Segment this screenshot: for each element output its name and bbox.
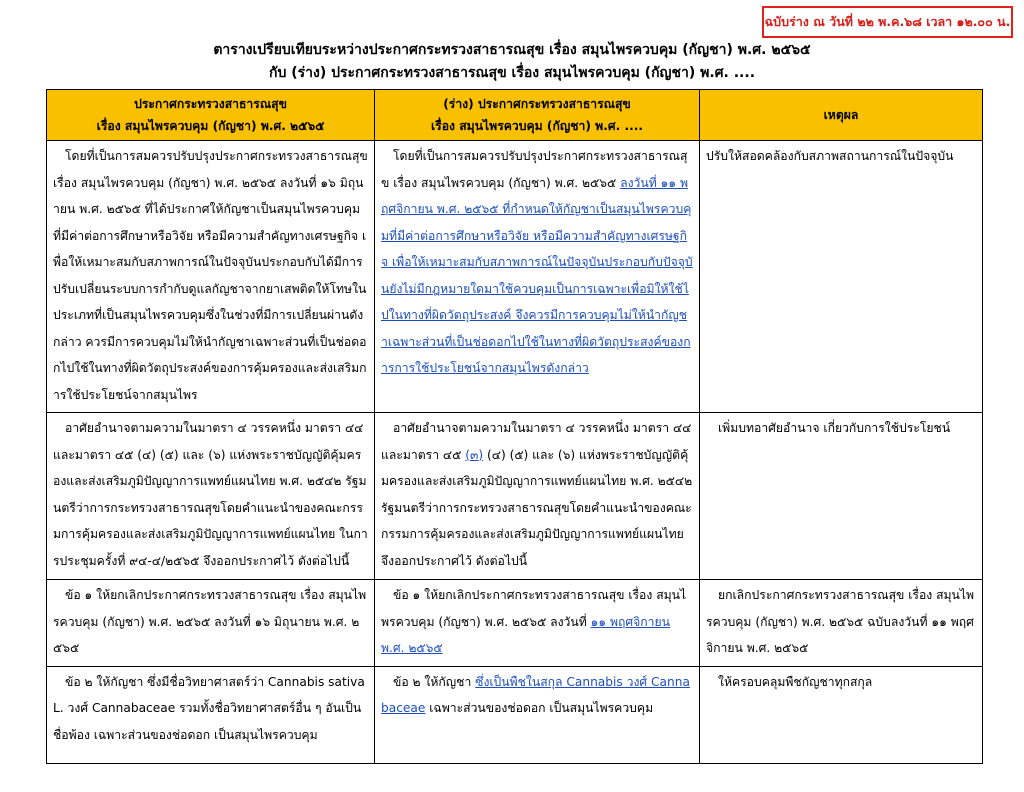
cell-reason <box>700 666 983 763</box>
header-draft-regulation <box>375 90 700 141</box>
draft-text: (๔) (๕) และ (๖) แห่งพระราชบัญญัติคุ้มครองและส่งเสริมภูมิปัญญาการแพทย์แผนไทย พ.ศ. ๒๕๔๒ รัฐมนตรีว่าการกระทรวงสาธารณสุขโดยคำแนะนำของคณะกรรมการคุ้มครองและส่งเสริมภูมิปัญญาการแพทย์แผนไทย จึงออกประกาศไว้ ดังต่อไปนี้ <box>381 447 693 568</box>
table-row <box>47 413 983 580</box>
cell-draft <box>375 580 700 667</box>
table-row <box>47 666 983 763</box>
draft-inserted-text: ๑๑ พฤศจิกายน พ.ศ. ๒๕๖๕ <box>381 614 670 655</box>
cell-reason <box>700 580 983 667</box>
reason-text: ปรับให้สอดคล้องกับสภาพสถานการณ์ในปัจจุบัน <box>706 149 954 163</box>
current-text: โดยที่เป็นการสมควรปรับปรุงประกาศกระทรวงสาธารณสุข เรื่อง สมุนไพรควบคุม (กัญชา) พ.ศ. ๒๕๖๕ ลงวันที่ ๑๖ มิถุนายน พ.ศ. ๒๕๖๕ ที่ได้ประกาศให้กัญชาเป็นสมุนไพรควบคุมที่มีค่าต่อการศึกษาหรือวิจัย หรือมีความสำคัญทางเศรษฐกิจ เพื่อให้เหมาะสมกับสภาพการณ์ในปัจจุบันประกอบกับได้มีการปรับเปลี่ยนระบบการกำกับดูแลกัญชาจากยาเสพติดให้โทษในประเภทที่เป็นสมุนไพรควบคุมซึ่งในช่วงที่มีการเปลี่ยนผ่านดังกล่าว ควรมีการควบคุมไม่ให้นำกัญชาเฉพาะส่วนที่เป็นช่อดอกไปใช้ในทางที่ผิดวัตถุประสงค์ของการคุ้มครองและส่งเสริมการใช้ประโยชน์จากสมุนไพร <box>53 149 368 402</box>
comparison-table <box>46 89 983 764</box>
reason-text: ยกเลิกประกาศกระทรวงสาธารณสุข เรื่อง สมุนไพรควบคุม (กัญชา) พ.ศ. ๒๕๖๕ ฉบับลงวันที่ ๑๑ พฤศจิกายน พ.ศ. ๒๕๖๕ <box>706 588 975 655</box>
cell-current <box>47 413 375 580</box>
cell-current <box>47 580 375 667</box>
draft-inserted-text: ลงวันที่ ๑๑ พฤศจิกายน พ.ศ. ๒๕๖๕ ที่กำหนดให้กัญชาเป็นสมุนไพรควบคุมที่มีค่าต่อการศึกษาหรือวิจัย หรือมีความสำคัญทางเศรษฐกิจ เพื่อให้เหมาะสมกับสภาพการณ์ในปัจจุบันประกอบกับปัจจุบันยังไม่มีกฎหมายใดมาใช้ควบคุมเป็นการเฉพาะเพื่อมิให้ใช้ไปในทางที่ผิดวัตถุประสงค์ จึงควรมีการควบคุมไม่ให้นำกัญชาเฉพาะส่วนที่เป็นช่อดอกไปใช้ในทางที่ผิดวัตถุประสงค์ของการการใช้ประโยชน์จากสมุนไพรดังกล่าว <box>381 175 693 375</box>
table-row <box>47 580 983 667</box>
reason-text: เพิ่มบทอาศัยอำนาจ เกี่ยวกับการใช้ประโยชน์ <box>718 421 951 435</box>
cell-current <box>47 666 375 763</box>
table-row <box>47 141 983 413</box>
header-draft-line1: (ร่าง) ประกาศกระทรวงสาธารณสุข <box>443 97 631 111</box>
draft-inserted-text: (๓) <box>465 447 484 462</box>
document-title-line1: ตารางเปรียบเทียบระหว่างประกาศกระทรวงสาธารณสุข เรื่อง สมุนไพรควบคุม (กัญชา) พ.ศ. ๒๕๖๕ <box>213 42 811 58</box>
cell-draft <box>375 666 700 763</box>
cell-reason <box>700 141 983 413</box>
document-title-line2: กับ (ร่าง) ประกาศกระทรวงสาธารณสุข เรื่อง สมุนไพรควบคุม (กัญชา) พ.ศ. .... <box>268 65 756 81</box>
header-reason-label: เหตุผล <box>823 108 859 122</box>
draft-inserted-text: ซึ่งเป็นพืชในสกุล Cannabis วงศ์ Cannabaceae <box>381 674 690 715</box>
current-text: อาศัยอำนาจตามความในมาตรา ๔ วรรคหนึ่ง มาตรา ๔๔ และมาตรา ๔๕ (๔) (๕) และ (๖) แห่งพระราชบัญญัติคุ้มครองและส่งเสริมภูมิปัญญาการแพทย์แผนไทย พ.ศ. ๒๕๔๒ รัฐมนตรีว่าการกระทรวงสาธารณสุขโดยคำแนะนำของคณะกรรมการคุ้มครองและส่งเสริมภูมิปัญญาการแพทย์แผนไทย ในการประชุมครั้งที่ ๙๔-๔/๒๕๖๕ จึงออกประกาศไว้ ดังต่อไปนี้ <box>53 421 368 568</box>
reason-text: ให้ครอบคลุมพืชกัญชาทุกสกุล <box>718 674 873 689</box>
draft-text: ข้อ ๑ ให้ยกเลิกประกาศกระทรวงสาธารณสุข เรื่อง สมุนไพรควบคุม (กัญชา) พ.ศ. ๒๕๖๕ ลงวันที่ <box>381 588 687 629</box>
draft-stamp: ฉบับร่าง ณ วันที่ ๒๒ พ.ค.๖๘ เวลา ๑๒.๐๐ น. <box>762 6 1013 38</box>
draft-text: ข้อ ๒ ให้กัญชา <box>393 674 476 689</box>
draft-text: อาศัยอำนาจตามความในมาตรา ๔ วรรคหนึ่ง มาตรา ๔๔ และมาตรา ๔๕ <box>381 421 692 462</box>
header-draft-line2: เรื่อง สมุนไพรควบคุม (กัญชา) พ.ศ. .... <box>431 119 643 133</box>
header-current-line2: เรื่อง สมุนไพรควบคุม (กัญชา) พ.ศ. ๒๕๖๕ <box>96 119 325 133</box>
draft-text: โดยที่เป็นการสมควรปรับปรุงประกาศกระทรวงสาธารณสุข เรื่อง สมุนไพรควบคุม (กัญชา) พ.ศ. ๒๕๖๕ <box>381 149 688 190</box>
header-reason <box>700 90 983 141</box>
draft-text: เฉพาะส่วนของช่อดอก เป็นสมุนไพรควบคุม <box>425 701 654 715</box>
table-header-row <box>47 90 983 141</box>
cell-draft <box>375 141 700 413</box>
header-current-line1: ประกาศกระทรวงสาธารณสุข <box>134 97 287 111</box>
cell-current <box>47 141 375 413</box>
current-text: ข้อ ๒ ให้กัญชา ซึ่งมีชื่อวิทยาศาสตร์ว่า Cannabis sativa L. วงศ์ Cannabaceae รวมทั้งชื่อวิทยาศาสตร์อื่น ๆ อันเป็นชื่อพ้อง เฉพาะส่วนของช่อดอก เป็นสมุนไพรควบคุม <box>53 674 365 742</box>
cell-draft <box>375 413 700 580</box>
header-current-regulation <box>47 90 375 141</box>
current-text: ข้อ ๑ ให้ยกเลิกประกาศกระทรวงสาธารณสุข เรื่อง สมุนไพรควบคุม (กัญชา) พ.ศ. ๒๕๖๕ ลงวันที่ ๑๖ มิถุนายน พ.ศ. ๒๕๖๕ <box>53 588 367 655</box>
cell-reason <box>700 413 983 580</box>
